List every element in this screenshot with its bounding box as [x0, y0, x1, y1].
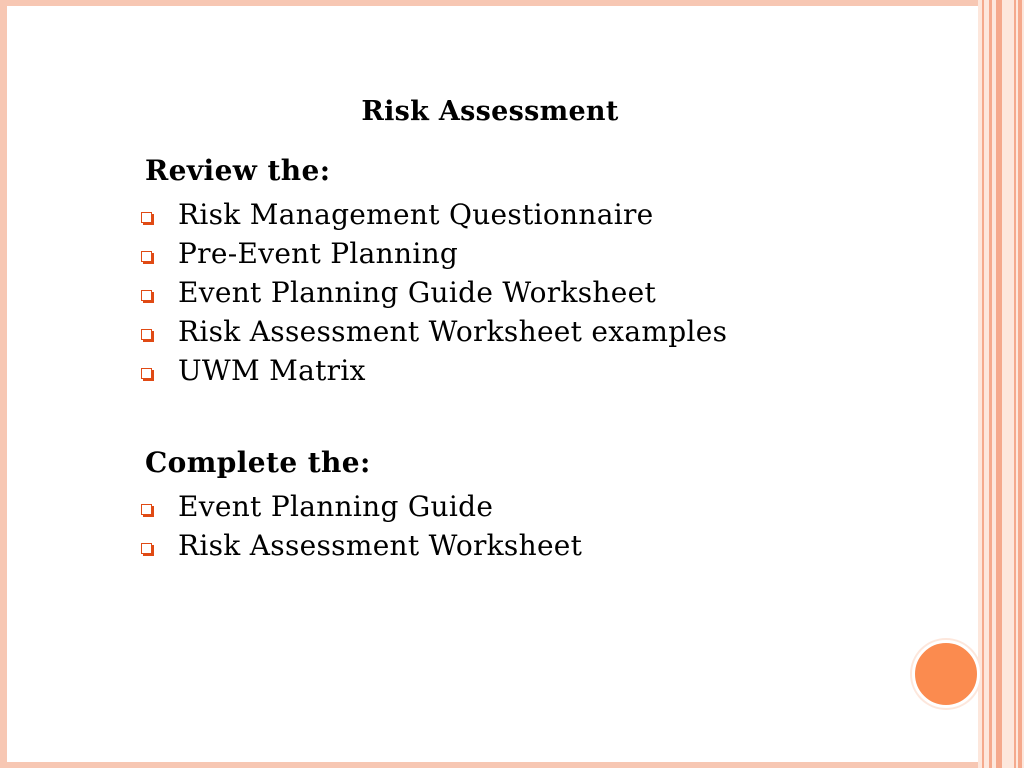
list-item-label: Risk Assessment Worksheet — [178, 529, 583, 562]
hollow-square-bullet-icon — [141, 543, 152, 554]
right-stripe — [989, 0, 992, 768]
hollow-square-bullet-icon — [141, 329, 152, 340]
hollow-square-bullet-icon — [141, 504, 152, 515]
orange-circle-icon — [912, 640, 980, 708]
list-item — [140, 237, 727, 276]
right-stripe — [1014, 0, 1016, 768]
list-item — [140, 198, 727, 237]
right-stripe — [996, 0, 1002, 768]
hollow-square-bullet-icon — [141, 251, 152, 262]
hollow-square-bullet-icon — [141, 368, 152, 379]
complete-list — [140, 490, 582, 568]
hollow-square-bullet-icon — [141, 212, 152, 223]
section-heading-review: Review the: — [145, 154, 331, 187]
list-item-label: Event Planning Guide Worksheet — [178, 276, 657, 309]
list-item-label: Event Planning Guide — [178, 490, 494, 523]
slide-title: Risk Assessment — [361, 96, 619, 127]
list-item-label: UWM Matrix — [178, 354, 366, 387]
list-item — [140, 276, 727, 315]
list-item — [140, 490, 582, 529]
list-item — [140, 354, 727, 393]
list-item-label: Risk Assessment Worksheet examples — [178, 315, 728, 348]
frame-bottom-border — [0, 762, 1024, 768]
section-heading-complete: Complete the: — [145, 446, 371, 479]
list-item — [140, 529, 582, 568]
list-item — [140, 315, 727, 354]
frame-top-border — [0, 0, 1024, 6]
list-item-label: Pre-Event Planning — [178, 237, 459, 270]
review-list — [140, 198, 727, 393]
hollow-square-bullet-icon — [141, 290, 152, 301]
right-stripe — [982, 0, 984, 768]
list-item-label: Risk Management Questionnaire — [178, 198, 654, 231]
right-stripe — [1018, 0, 1022, 768]
